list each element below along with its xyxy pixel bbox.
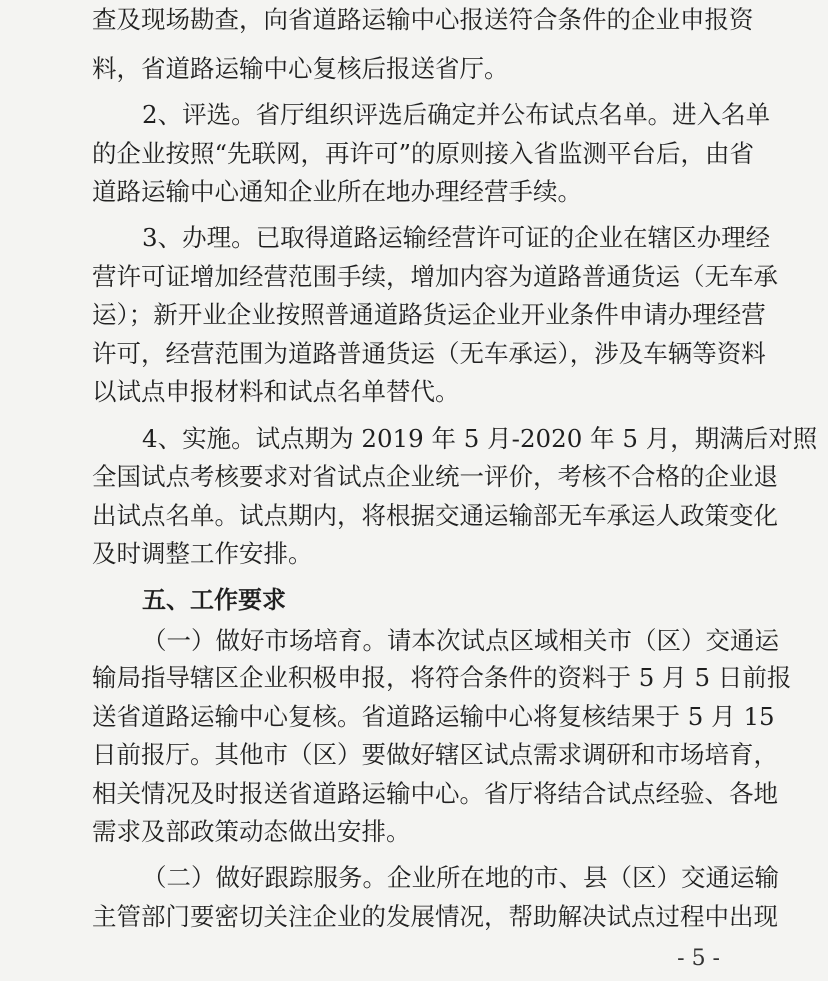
text-line: 日前报厅。其他市（区）要做好辖区试点需求调研和市场培育， <box>92 740 778 769</box>
text-line: 全国试点考核要求对省试点企业统一评价，考核不合格的企业退 <box>92 462 778 491</box>
text-line: 相关情况及时报送省道路运输中心。省厅将结合试点经验、各地 <box>92 779 778 808</box>
text-line: 查及现场勘查，向省道路运输中心报送符合条件的企业申报资 <box>92 5 754 34</box>
text-line: 以试点申报材料和试点名单替代。 <box>92 377 460 406</box>
text-line: （一）做好市场培育。请本次试点区域相关市（区）交通运 <box>142 626 779 655</box>
text-line: 营许可证增加经营范围手续，增加内容为道路普通货运（无车承 <box>92 262 778 291</box>
text-line: 4、实施。试点期为 2019 年 5 月-2020 年 5 月，期满后对照 <box>142 424 818 453</box>
text-line: 主管部门要密切关注企业的发展情况，帮助解决试点过程中出现 <box>92 902 778 931</box>
text-line: 输局指导辖区企业积极申报，将符合条件的资料于 5 月 5 日前报 <box>92 663 792 692</box>
text-line: 送省道路运输中心复核。省道路运输中心将复核结果于 5 月 15 <box>92 702 775 731</box>
section-heading: 五、工作要求 <box>142 586 286 614</box>
page-number: - 5 - <box>677 946 720 971</box>
text-line: 的企业按照“先联网，再许可”的原则接入省监测平台后，由省 <box>92 139 755 168</box>
text-line: 出试点名单。试点期内，将根据交通运输部无车承运人政策变化 <box>92 501 778 530</box>
text-line: 及时调整工作安排。 <box>92 539 313 568</box>
text-line: 料，省道路运输中心复核后报送省厅。 <box>92 54 509 83</box>
text-line: 运）；新开业企业按照普通道路货运企业开业条件申请办理经营 <box>92 300 766 329</box>
text-line: 许可，经营范围为道路普通货运（无车承运），涉及车辆等资料 <box>92 339 766 368</box>
text-line: 需求及部政策动态做出安排。 <box>92 817 411 846</box>
text-line: 3、办理。已取得道路运输经营许可证的企业在辖区办理经 <box>142 223 771 252</box>
text-line: 道路运输中心通知企业所在地办理经营手续。 <box>92 177 582 206</box>
text-line: （二）做好跟踪服务。企业所在地的市、县（区）交通运输 <box>142 863 779 892</box>
text-line: 2、评选。省厅组织评选后确定并公布试点名单。进入名单 <box>142 100 771 129</box>
